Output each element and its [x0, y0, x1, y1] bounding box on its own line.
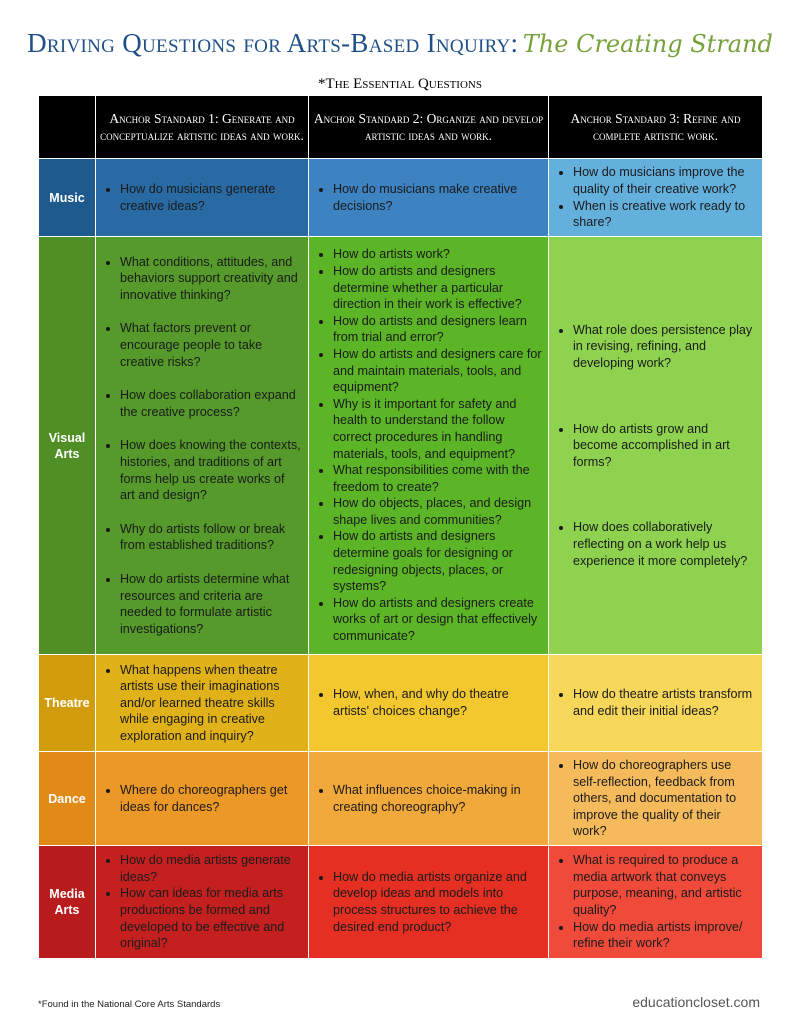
cell-dance-1 — [96, 752, 309, 846]
cell-visual-arts-2 — [309, 237, 549, 655]
cell-theatre-1 — [96, 655, 309, 752]
list-item: • How do artists work? — [333, 246, 542, 263]
row-dance — [39, 752, 763, 846]
cell-music-2 — [309, 159, 549, 237]
list-item: • How do artists and designers create works of art or design that effectively communicate? — [333, 595, 542, 645]
cell-dance-3 — [549, 752, 763, 846]
cell-theatre-3 — [549, 655, 763, 752]
cell-media-arts-1 — [96, 846, 309, 959]
list-item: • How does collaboration expand the creative process? — [120, 387, 302, 420]
list-item: • How, when, and why do theatre artists' choices change? — [333, 686, 542, 719]
list-item: • How do musicians generate creative ideas? — [120, 181, 302, 214]
header-anchor-3: Anchor Standard 3: Refine and complete artistic work. — [549, 96, 763, 159]
list-item: • How does knowing the contexts, histories, and traditions of art forms help us create works of art and design? — [120, 437, 302, 503]
list-item: • How does collaboratively reflecting on a work help us experience it more completely? — [573, 519, 756, 569]
row-media-arts — [39, 846, 763, 959]
cell-music-3 — [549, 159, 763, 237]
list-item: • How do choreographers use self-reflection, feedback from others, and documentation to improve the quality of their work? — [573, 757, 756, 840]
row-label-music: Music — [39, 159, 96, 237]
row-theatre — [39, 655, 763, 752]
footnote: *Found in the National Core Arts Standards — [38, 999, 221, 1010]
header-row — [39, 96, 763, 159]
list-item: • How do musicians make creative decisions? — [333, 181, 542, 214]
list-item: • How do objects, places, and design shape lives and communities? — [333, 495, 542, 528]
list-item: • How do artists and designers determine goals for designing or redesigning objects, places, or systems? — [333, 528, 542, 594]
cell-media-arts-2 — [309, 846, 549, 959]
list-item: • When is creative work ready to share? — [573, 198, 756, 231]
list-item: • How do musicians improve the quality of their creative work? — [573, 164, 756, 197]
row-visual-arts — [39, 237, 763, 655]
header-anchor-1: Anchor Standard 1: Generate and conceptualize artistic ideas and work. — [96, 96, 309, 159]
row-label-media-arts: Media Arts — [39, 846, 96, 959]
questions-table — [38, 95, 763, 959]
list-item: • How do artists and designers care for and maintain materials, tools, and equipment? — [333, 346, 542, 396]
list-item: • What role does persistence play in revising, refining, and developing work? — [573, 322, 756, 372]
list-item: • How can ideas for media arts productions be formed and developed to be effective and original? — [120, 885, 302, 951]
site-link[interactable]: educationcloset.com — [632, 994, 760, 1010]
list-item: • How do artists determine what resources and criteria are needed to formulate artistic investigations? — [120, 571, 302, 637]
cell-dance-2 — [309, 752, 549, 846]
list-item: • What is required to produce a media artwork that conveys purpose, meaning, and artistic quality? — [573, 852, 756, 918]
list-item: • What influences choice-making in creating choreography? — [333, 782, 542, 815]
cell-visual-arts-1 — [96, 237, 309, 655]
list-item: • How do artists and designers learn from trial and error? — [333, 313, 542, 346]
title-main: Driving Questions for Arts-Based Inquiry: — [27, 28, 519, 58]
row-music — [39, 159, 763, 237]
page-title — [0, 28, 800, 59]
list-item: • How do media artists organize and develop ideas and models into process structures to achieve the desired end product? — [333, 869, 542, 935]
list-item: • What responsibilities come with the freedom to create? — [333, 462, 542, 495]
row-label-visual-arts: Visual Arts — [39, 237, 96, 655]
list-item: • What factors prevent or encourage people to take creative risks? — [120, 320, 302, 370]
row-label-dance: Dance — [39, 752, 96, 846]
cell-visual-arts-3 — [549, 237, 763, 655]
list-item: • What conditions, attitudes, and behaviors support creativity and innovative thinking? — [120, 254, 302, 304]
list-item: • How do artists grow and become accomplished in art forms? — [573, 421, 756, 471]
list-item: • Why is it important for safety and health to understand the follow correct procedures in handling materials, tools, and equipment? — [333, 396, 542, 462]
page-subtitle: *The Essential Questions — [318, 76, 482, 92]
cell-music-1 — [96, 159, 309, 237]
list-item: • What happens when theatre artists use their imaginations and/or learned theatre skills while engaging in creative exploration and inquiry? — [120, 662, 302, 745]
list-item: • Why do artists follow or break from established traditions? — [120, 521, 302, 554]
list-item: • How do media artists improve/ refine their work? — [573, 919, 756, 952]
header-anchor-2: Anchor Standard 2: Organize and develop artistic ideas and work. — [309, 96, 549, 159]
list-item: • How do theatre artists transform and edit their initial ideas? — [573, 686, 756, 719]
corner-cell — [39, 96, 96, 159]
title-script: The Creating Strand — [522, 30, 773, 58]
row-label-theatre: Theatre — [39, 655, 96, 752]
list-item: • Where do choreographers get ideas for dances? — [120, 782, 302, 815]
list-item: • How do media artists generate ideas? — [120, 852, 302, 885]
cell-media-arts-3 — [549, 846, 763, 959]
list-item: • How do artists and designers determine whether a particular direction in their work is effective? — [333, 263, 542, 313]
cell-theatre-2 — [309, 655, 549, 752]
